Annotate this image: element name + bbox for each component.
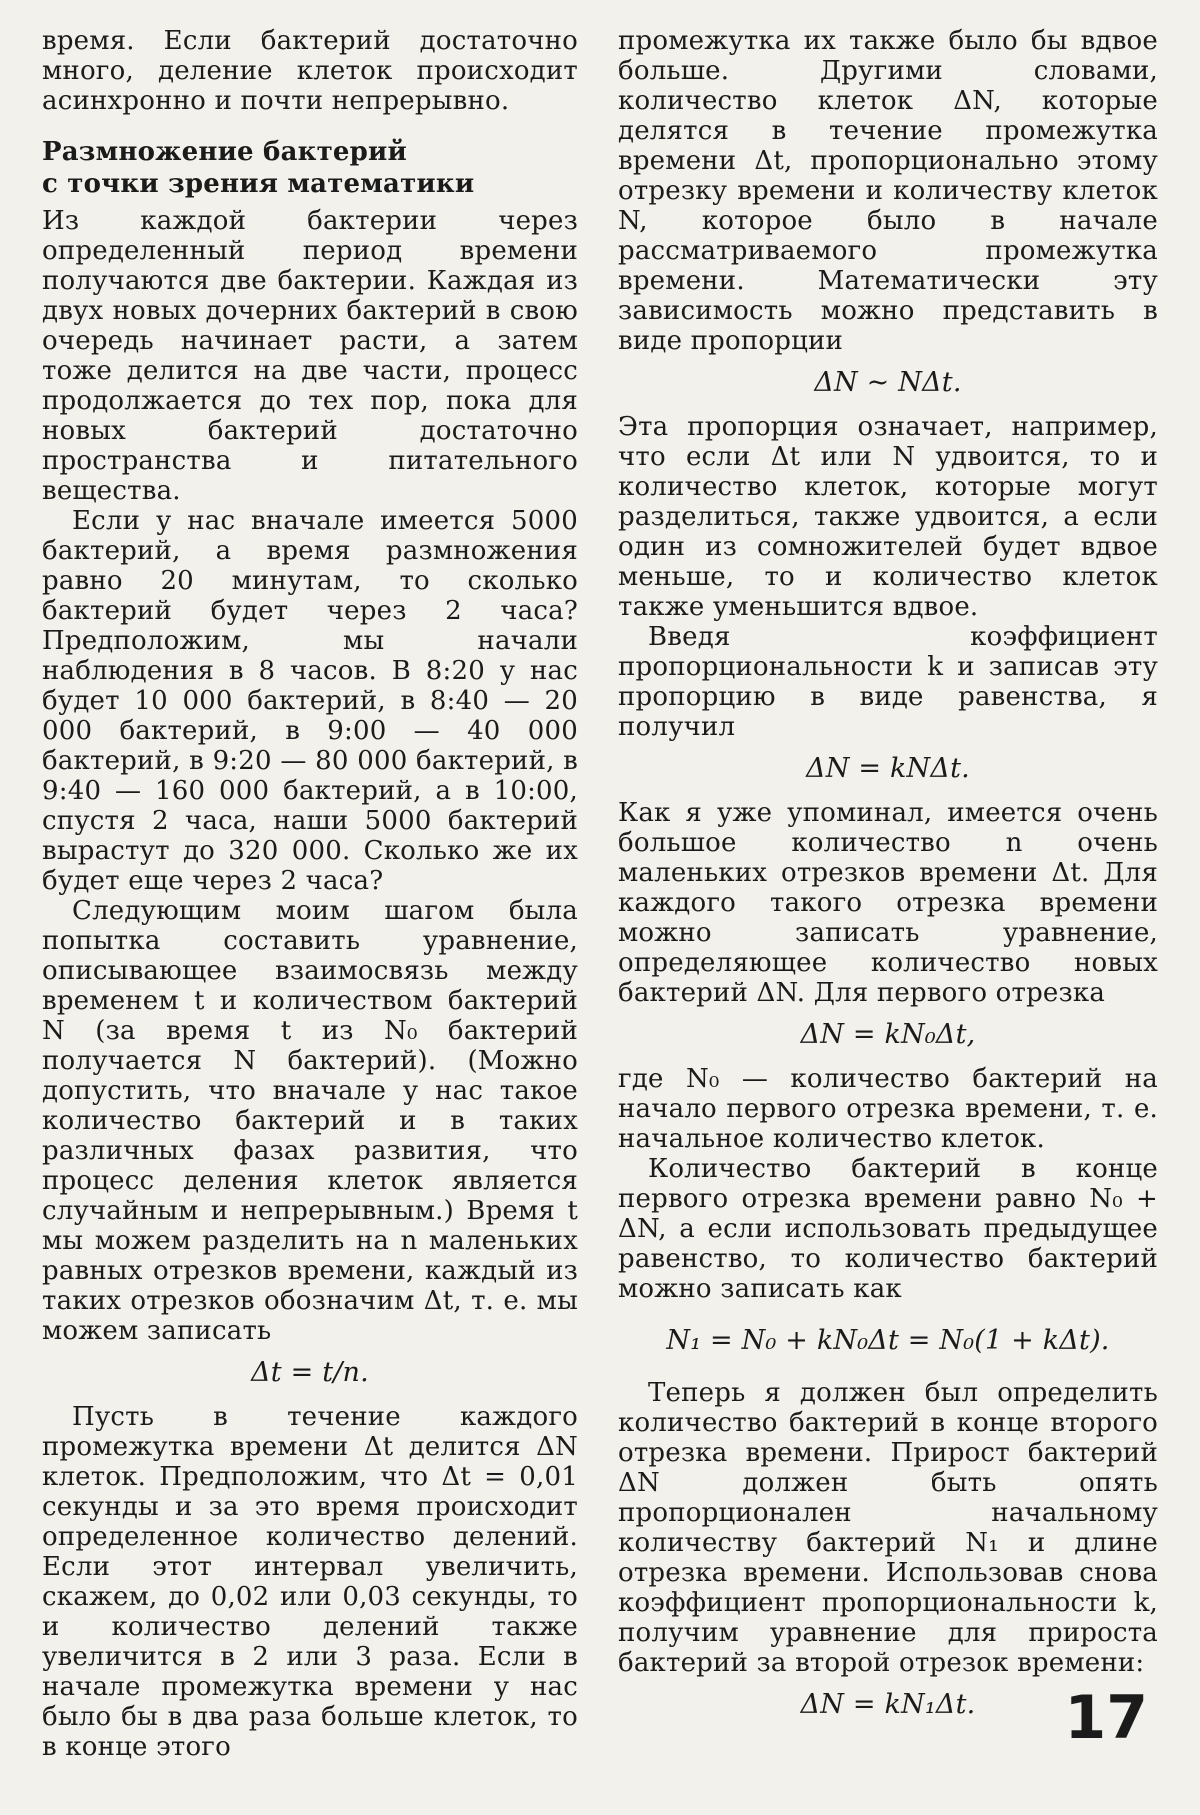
paragraph: Как я уже упоминал, имеется очень большое количество n очень маленьких отрезков времени Δt. Для каждого такого отрезка времени можно записать уравнение, определяющее количество новых бактерий ΔN. Для первого отрезка	[618, 798, 1158, 1008]
formula: Δt = t/n.	[251, 1357, 369, 1388]
paragraph: Из каждой бактерии через определенный период времени получаются две бактерии. Каждая из двух новых дочерних бактерий в свою очередь начинает расти, а затем тоже делится на две части, процесс продолжается до тех пор, пока для новых бактерий достаточно пространства и питательного вещества.	[42, 206, 578, 506]
paragraph: Количество бактерий в конце первого отрезка времени равно N₀ + ΔN, а если использовать предыдущее равенство, то количество бактерий можно записать как	[618, 1154, 1158, 1304]
right-column	[618, 26, 1158, 1734]
section-heading	[42, 116, 578, 206]
paragraph: Пусть в течение каждого промежутка времени Δt делится ΔN клеток. Предположим, что Δt = 0,01 секунды и за это время происходит определенное количество делений. Если этот интервал увеличить, скажем, до 0,02 или 0,03 секунды, то и количество делений также увеличится в 2 или 3 раза. Если в начале промежутка времени у нас было бы в два раза больше клеток, то в конце этого	[42, 1402, 578, 1762]
left-column	[42, 26, 578, 1762]
paragraph: время. Если бактерий достаточно много, деление клеток происходит асинхронно и почти непрерывно.	[42, 26, 578, 116]
page-number: 17	[1064, 1683, 1148, 1753]
paragraph: Введя коэффициент пропорциональности k и записав эту пропорцию в виде равенства, я получил	[618, 622, 1158, 742]
paragraph: Следующим моим шагом была попытка составить уравнение, описывающее взаимосвязь между временем t и количеством бактерий N (за время t из N₀ бактерий получается N бактерий). (Можно допустить, что вначале у нас такое количество бактерий и в таких различных фазах развития, что процесс деления клеток является случайным и непрерывным.) Время t мы можем разделить на n маленьких равных отрезков времени, каждый из таких отрезков обозначим Δt, т. е. мы можем записать	[42, 896, 578, 1346]
formula: ΔN = kN₁Δt.	[800, 1689, 976, 1720]
paragraph: где N₀ — количество бактерий на начало первого отрезка времени, т. е. начальное количество клеток.	[618, 1064, 1158, 1154]
paragraph: промежутка их также было бы вдвое больше. Другими словами, количество клеток ΔN, которые делятся в течение промежутка времени Δt, пропорционально этому отрезку времени и количеству клеток N, которое было в начале рассматриваемого промежутка времени. Математически эту зависимость можно представить в виде пропорции	[618, 26, 1158, 356]
paragraph: Если у нас вначале имеется 5000 бактерий, а время размножения равно 20 минутам, то сколько бактерий будет через 2 часа? Предположим, мы начали наблюдения в 8 часов. В 8:20 у нас будет 10 000 бактерий, в 8:40 — 20 000 бактерий, в 9:00 — 40 000 бактерий, в 9:20 — 80 000 бактерий, в 9:40 — 160 000 бактерий, а в 10:00, спустя 2 часа, наши 5000 бактерий вырастут до 320 000. Сколько же их будет еще через 2 часа?	[42, 506, 578, 896]
heading-line: с точки зрения математики	[42, 169, 475, 199]
heading-line: Размножение бактерий	[42, 137, 408, 167]
formula: ΔN = kN₀Δt,	[800, 1019, 976, 1050]
paragraph: Теперь я должен был определить количество бактерий в конце второго отрезка времени. Прирост бактерий ΔN должен быть опять пропорционален начальному количеству бактерий N₁ и длине отрезка времени. Использовав снова коэффициент пропорциональности k, получим уравнение для прироста бактерий за второй отрезок времени:	[618, 1378, 1158, 1678]
formula: ΔN ~ NΔt.	[814, 367, 962, 398]
paragraph: Эта пропорция означает, например, что если Δt или N удвоится, то и количество клеток, которые могут разделиться, также удвоится, а если один из сомножителей будет вдвое меньше, то и количество клеток также уменьшится вдвое.	[618, 412, 1158, 622]
formula: N₁ = N₀ + kN₀Δt = N₀(1 + kΔt).	[666, 1325, 1110, 1356]
formula: ΔN = kNΔt.	[806, 753, 970, 784]
